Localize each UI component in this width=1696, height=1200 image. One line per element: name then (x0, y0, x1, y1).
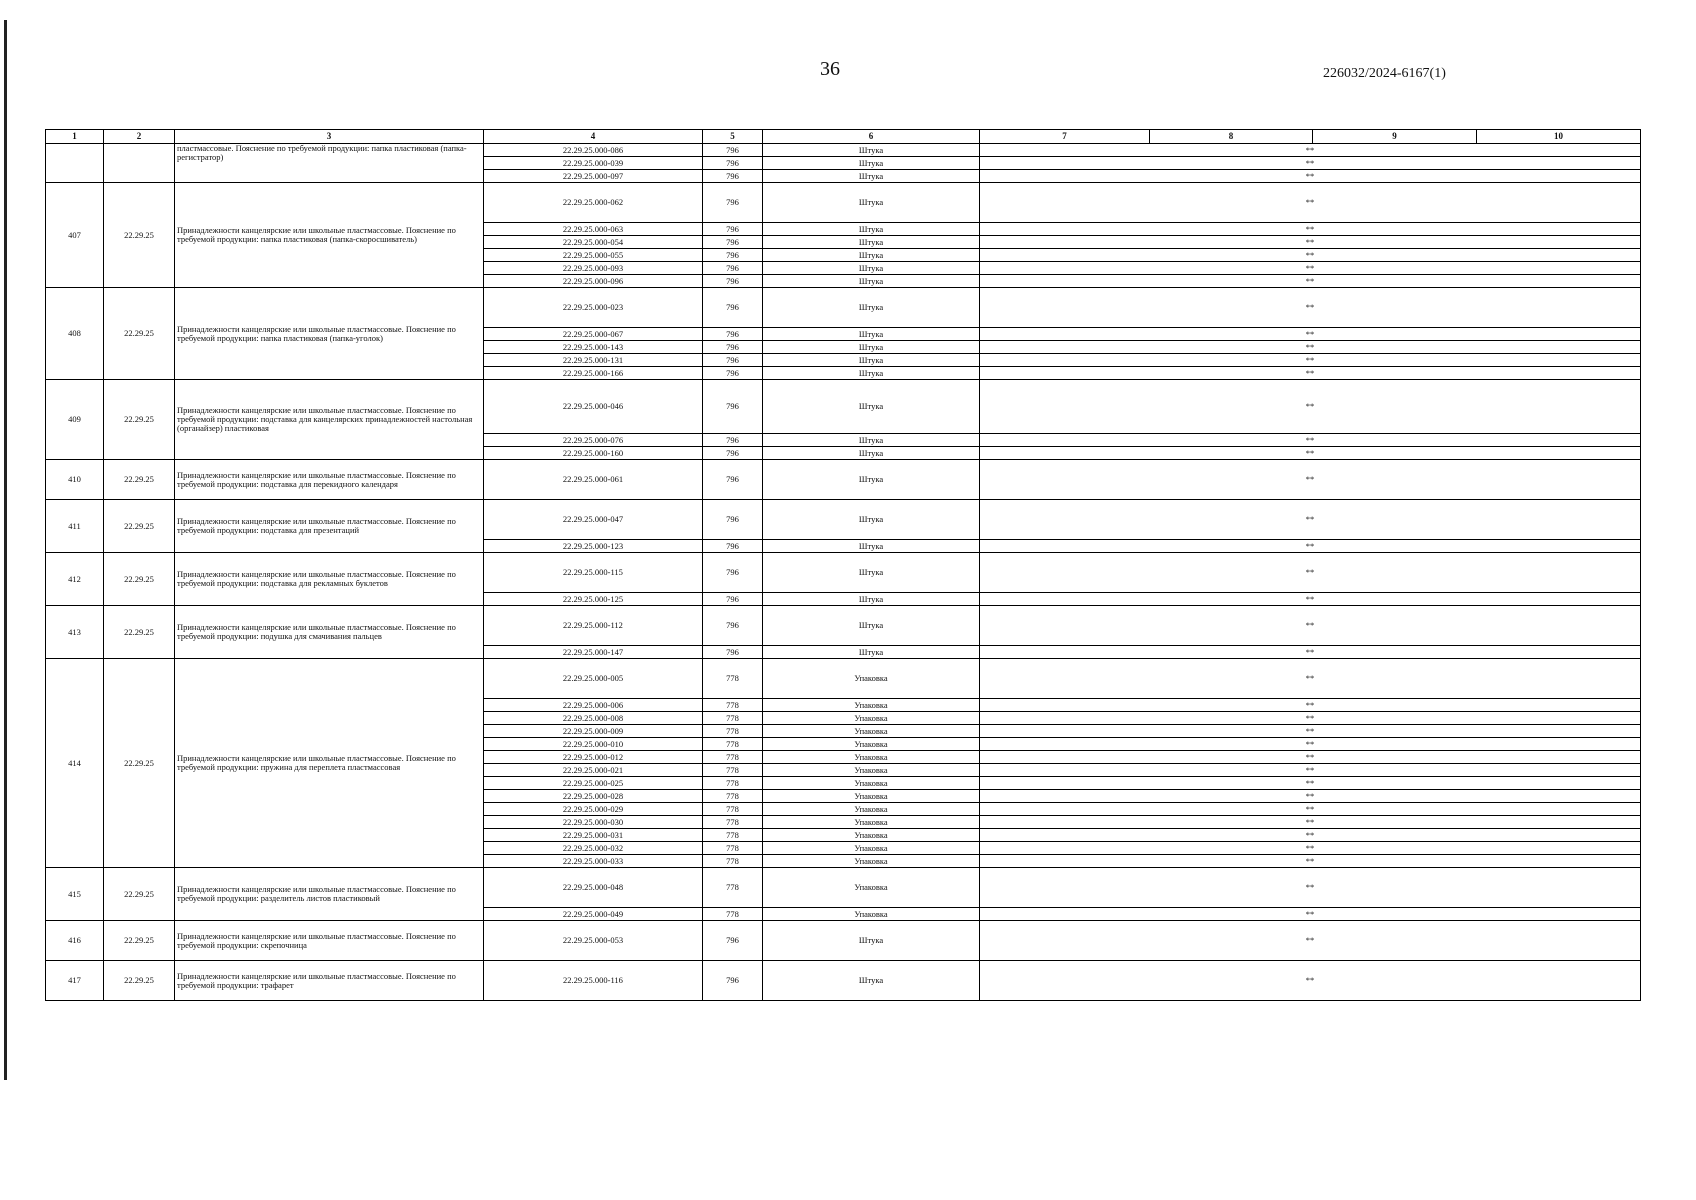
okpd-code: 22.29.25 (104, 659, 175, 868)
ktru-code: 22.29.25.000-116 (484, 961, 703, 1001)
note-cell: ** (980, 751, 1641, 764)
item-description: Принадлежности канцелярские или школьные пластмассовые. Пояснение по требуемой продукции: папка пластиковая (папка-скоросшиватель) (175, 183, 484, 288)
row-number: 408 (46, 288, 104, 380)
ktru-code: 22.29.25.000-063 (484, 223, 703, 236)
okei-code: 778 (703, 816, 763, 829)
okei-code: 796 (703, 328, 763, 341)
note-cell: ** (980, 341, 1641, 354)
row-number: 412 (46, 553, 104, 606)
unit-name: Упаковка (763, 777, 980, 790)
ktru-code: 22.29.25.000-125 (484, 593, 703, 606)
note-cell: ** (980, 738, 1641, 751)
row-number: 416 (46, 921, 104, 961)
unit-name: Штука (763, 606, 980, 646)
ktru-code: 22.29.25.000-046 (484, 380, 703, 434)
ktru-code: 22.29.25.000-030 (484, 816, 703, 829)
item-description: Принадлежности канцелярские или школьные пластмассовые. Пояснение по требуемой продукции: пружина для переплета пластмассовая (175, 659, 484, 868)
table-row (46, 961, 1641, 1001)
okei-code: 796 (703, 223, 763, 236)
row-number: 415 (46, 868, 104, 921)
okei-code: 796 (703, 380, 763, 434)
okei-code: 796 (703, 275, 763, 288)
unit-name: Штука (763, 447, 980, 460)
okei-code: 778 (703, 842, 763, 855)
ktru-code: 22.29.25.000-012 (484, 751, 703, 764)
ktru-code: 22.29.25.000-023 (484, 288, 703, 328)
unit-name: Штука (763, 249, 980, 262)
note-cell: ** (980, 777, 1641, 790)
note-cell: ** (980, 855, 1641, 868)
column-header-10: 10 (1477, 130, 1641, 144)
okei-code: 778 (703, 699, 763, 712)
column-header-3: 3 (175, 130, 484, 144)
table-row (46, 460, 1641, 500)
ktru-code: 22.29.25.000-131 (484, 354, 703, 367)
table-row (46, 144, 1641, 157)
ktru-code: 22.29.25.000-166 (484, 367, 703, 380)
okpd-code: 22.29.25 (104, 606, 175, 659)
row-number (46, 144, 104, 183)
row-number: 409 (46, 380, 104, 460)
item-description: Принадлежности канцелярские или школьные пластмассовые. Пояснение по требуемой продукции: подушка для смачивания пальцев (175, 606, 484, 659)
unit-name: Штука (763, 921, 980, 961)
unit-name: Штука (763, 380, 980, 434)
column-header-7: 7 (980, 130, 1150, 144)
unit-name: Штука (763, 275, 980, 288)
row-number: 413 (46, 606, 104, 659)
ktru-code: 22.29.25.000-112 (484, 606, 703, 646)
column-header-4: 4 (484, 130, 703, 144)
ktru-code: 22.29.25.000-053 (484, 921, 703, 961)
note-cell: ** (980, 699, 1641, 712)
okei-code: 778 (703, 855, 763, 868)
unit-name: Упаковка (763, 816, 980, 829)
okei-code: 796 (703, 540, 763, 553)
okei-code: 796 (703, 447, 763, 460)
ktru-code: 22.29.25.000-115 (484, 553, 703, 593)
note-cell: ** (980, 712, 1641, 725)
note-cell: ** (980, 170, 1641, 183)
ktru-code: 22.29.25.000-029 (484, 803, 703, 816)
ktru-code: 22.29.25.000-008 (484, 712, 703, 725)
table-row (46, 868, 1641, 908)
unit-name: Штука (763, 593, 980, 606)
note-cell: ** (980, 249, 1641, 262)
okei-code: 778 (703, 751, 763, 764)
procurement-table (45, 129, 1641, 1001)
row-number: 417 (46, 961, 104, 1001)
ktru-code: 22.29.25.000-032 (484, 842, 703, 855)
unit-name: Упаковка (763, 855, 980, 868)
note-cell: ** (980, 328, 1641, 341)
unit-name: Штука (763, 262, 980, 275)
item-description: Принадлежности канцелярские или школьные пластмассовые. Пояснение по требуемой продукции: подставка для презентаций (175, 500, 484, 553)
unit-name: Упаковка (763, 908, 980, 921)
okei-code: 796 (703, 593, 763, 606)
ktru-code: 22.29.25.000-047 (484, 500, 703, 540)
ktru-code: 22.29.25.000-147 (484, 646, 703, 659)
note-cell: ** (980, 157, 1641, 170)
table-row (46, 183, 1641, 223)
okei-code: 778 (703, 803, 763, 816)
ktru-code: 22.29.25.000-025 (484, 777, 703, 790)
ktru-code: 22.29.25.000-028 (484, 790, 703, 803)
okpd-code: 22.29.25 (104, 868, 175, 921)
note-cell: ** (980, 262, 1641, 275)
table-row (46, 921, 1641, 961)
unit-name: Упаковка (763, 790, 980, 803)
okei-code: 778 (703, 908, 763, 921)
ktru-code: 22.29.25.000-093 (484, 262, 703, 275)
note-cell: ** (980, 447, 1641, 460)
note-cell: ** (980, 540, 1641, 553)
ktru-code: 22.29.25.000-097 (484, 170, 703, 183)
okei-code: 796 (703, 460, 763, 500)
okei-code: 796 (703, 354, 763, 367)
ktru-code: 22.29.25.000-160 (484, 447, 703, 460)
item-description: Принадлежности канцелярские или школьные пластмассовые. Пояснение по требуемой продукции: разделитель листов пластиковый (175, 868, 484, 921)
row-number: 411 (46, 500, 104, 553)
okei-code: 796 (703, 144, 763, 157)
okei-code: 796 (703, 646, 763, 659)
note-cell: ** (980, 659, 1641, 699)
ktru-code: 22.29.25.000-005 (484, 659, 703, 699)
unit-name: Штука (763, 553, 980, 593)
okei-code: 796 (703, 249, 763, 262)
unit-name: Штука (763, 500, 980, 540)
unit-name: Упаковка (763, 738, 980, 751)
column-header-5: 5 (703, 130, 763, 144)
note-cell: ** (980, 646, 1641, 659)
okei-code: 796 (703, 170, 763, 183)
unit-name: Упаковка (763, 725, 980, 738)
note-cell: ** (980, 921, 1641, 961)
ktru-code: 22.29.25.000-067 (484, 328, 703, 341)
unit-name: Упаковка (763, 699, 980, 712)
okpd-code: 22.29.25 (104, 460, 175, 500)
table-row (46, 659, 1641, 699)
okei-code: 796 (703, 341, 763, 354)
column-header-6: 6 (763, 130, 980, 144)
ktru-code: 22.29.25.000-006 (484, 699, 703, 712)
okei-code: 796 (703, 553, 763, 593)
okpd-code: 22.29.25 (104, 500, 175, 553)
okpd-code: 22.29.25 (104, 921, 175, 961)
unit-name: Упаковка (763, 659, 980, 699)
okpd-code: 22.29.25 (104, 553, 175, 606)
okpd-code: 22.29.25 (104, 380, 175, 460)
unit-name: Штука (763, 328, 980, 341)
okei-code: 796 (703, 606, 763, 646)
note-cell: ** (980, 434, 1641, 447)
ktru-code: 22.29.25.000-062 (484, 183, 703, 223)
okei-code: 778 (703, 829, 763, 842)
scan-edge-mark (4, 20, 7, 1080)
note-cell: ** (980, 803, 1641, 816)
ktru-code: 22.29.25.000-033 (484, 855, 703, 868)
note-cell: ** (980, 354, 1641, 367)
row-number: 414 (46, 659, 104, 868)
unit-name: Штука (763, 540, 980, 553)
note-cell: ** (980, 829, 1641, 842)
okei-code: 796 (703, 236, 763, 249)
note-cell: ** (980, 908, 1641, 921)
note-cell: ** (980, 144, 1641, 157)
okei-code: 778 (703, 777, 763, 790)
ktru-code: 22.29.25.000-123 (484, 540, 703, 553)
unit-name: Штука (763, 367, 980, 380)
ktru-code: 22.29.25.000-076 (484, 434, 703, 447)
table-row (46, 606, 1641, 646)
okei-code: 796 (703, 961, 763, 1001)
unit-name: Штука (763, 144, 980, 157)
ktru-code: 22.29.25.000-049 (484, 908, 703, 921)
item-description: Принадлежности канцелярские или школьные пластмассовые. Пояснение по требуемой продукции: папка пластиковая (папка-уголок) (175, 288, 484, 380)
okei-code: 796 (703, 157, 763, 170)
unit-name: Штука (763, 183, 980, 223)
okei-code: 778 (703, 712, 763, 725)
note-cell: ** (980, 816, 1641, 829)
unit-name: Упаковка (763, 764, 980, 777)
note-cell: ** (980, 236, 1641, 249)
okei-code: 796 (703, 921, 763, 961)
note-cell: ** (980, 593, 1641, 606)
note-cell: ** (980, 868, 1641, 908)
ktru-code: 22.29.25.000-143 (484, 341, 703, 354)
column-header-8: 8 (1150, 130, 1313, 144)
table-row (46, 288, 1641, 328)
okei-code: 778 (703, 738, 763, 751)
note-cell: ** (980, 606, 1641, 646)
ktru-code: 22.29.25.000-031 (484, 829, 703, 842)
note-cell: ** (980, 183, 1641, 223)
unit-name: Штука (763, 460, 980, 500)
note-cell: ** (980, 764, 1641, 777)
ktru-code: 22.29.25.000-048 (484, 868, 703, 908)
ktru-code: 22.29.25.000-054 (484, 236, 703, 249)
note-cell: ** (980, 790, 1641, 803)
unit-name: Упаковка (763, 829, 980, 842)
page-number: 36 (820, 58, 840, 80)
unit-name: Штука (763, 354, 980, 367)
okei-code: 778 (703, 790, 763, 803)
okei-code: 778 (703, 868, 763, 908)
column-header-2: 2 (104, 130, 175, 144)
note-cell: ** (980, 460, 1641, 500)
unit-name: Штука (763, 434, 980, 447)
item-description: Принадлежности канцелярские или школьные пластмассовые. Пояснение по требуемой продукции: подставка для рекламных буклетов (175, 553, 484, 606)
okei-code: 796 (703, 288, 763, 328)
header-row (46, 130, 1641, 144)
unit-name: Штука (763, 961, 980, 1001)
table-row (46, 553, 1641, 593)
unit-name: Штука (763, 341, 980, 354)
ktru-code: 22.29.25.000-010 (484, 738, 703, 751)
unit-name: Штука (763, 288, 980, 328)
unit-name: Штука (763, 236, 980, 249)
okei-code: 796 (703, 500, 763, 540)
note-cell: ** (980, 380, 1641, 434)
unit-name: Штука (763, 170, 980, 183)
okpd-code (104, 144, 175, 183)
item-description: пластмассовые. Пояснение по требуемой продукции: папка пластиковая (папка-регистратор) (175, 144, 484, 183)
note-cell: ** (980, 553, 1641, 593)
column-header-9: 9 (1313, 130, 1477, 144)
okei-code: 778 (703, 764, 763, 777)
okei-code: 796 (703, 183, 763, 223)
unit-name: Штука (763, 157, 980, 170)
ktru-code: 22.29.25.000-086 (484, 144, 703, 157)
ktru-code: 22.29.25.000-009 (484, 725, 703, 738)
unit-name: Штука (763, 223, 980, 236)
unit-name: Упаковка (763, 842, 980, 855)
column-header-1: 1 (46, 130, 104, 144)
okei-code: 796 (703, 434, 763, 447)
unit-name: Упаковка (763, 712, 980, 725)
ktru-code: 22.29.25.000-055 (484, 249, 703, 262)
table-row (46, 380, 1641, 434)
okei-code: 778 (703, 659, 763, 699)
item-description: Принадлежности канцелярские или школьные пластмассовые. Пояснение по требуемой продукции: подставка для канцелярских принадлежностей настольная (органайзер) пластиковая (175, 380, 484, 460)
unit-name: Упаковка (763, 868, 980, 908)
item-description: Принадлежности канцелярские или школьные пластмассовые. Пояснение по требуемой продукции: трафарет (175, 961, 484, 1001)
table-row (46, 500, 1641, 540)
note-cell: ** (980, 288, 1641, 328)
item-description: Принадлежности канцелярские или школьные пластмассовые. Пояснение по требуемой продукции: скрепочница (175, 921, 484, 961)
note-cell: ** (980, 223, 1641, 236)
ktru-code: 22.29.25.000-039 (484, 157, 703, 170)
row-number: 410 (46, 460, 104, 500)
ktru-code: 22.29.25.000-061 (484, 460, 703, 500)
unit-name: Упаковка (763, 803, 980, 816)
item-description: Принадлежности канцелярские или школьные пластмассовые. Пояснение по требуемой продукции: подставка для перекидного календаря (175, 460, 484, 500)
unit-name: Упаковка (763, 751, 980, 764)
okei-code: 796 (703, 367, 763, 380)
okei-code: 778 (703, 725, 763, 738)
okpd-code: 22.29.25 (104, 961, 175, 1001)
okpd-code: 22.29.25 (104, 288, 175, 380)
note-cell: ** (980, 961, 1641, 1001)
note-cell: ** (980, 725, 1641, 738)
unit-name: Штука (763, 646, 980, 659)
ktru-code: 22.29.25.000-096 (484, 275, 703, 288)
okei-code: 796 (703, 262, 763, 275)
note-cell: ** (980, 842, 1641, 855)
ktru-code: 22.29.25.000-021 (484, 764, 703, 777)
note-cell: ** (980, 275, 1641, 288)
document-id: 226032/2024-6167(1) (1323, 66, 1446, 81)
okpd-code: 22.29.25 (104, 183, 175, 288)
note-cell: ** (980, 367, 1641, 380)
row-number: 407 (46, 183, 104, 288)
note-cell: ** (980, 500, 1641, 540)
